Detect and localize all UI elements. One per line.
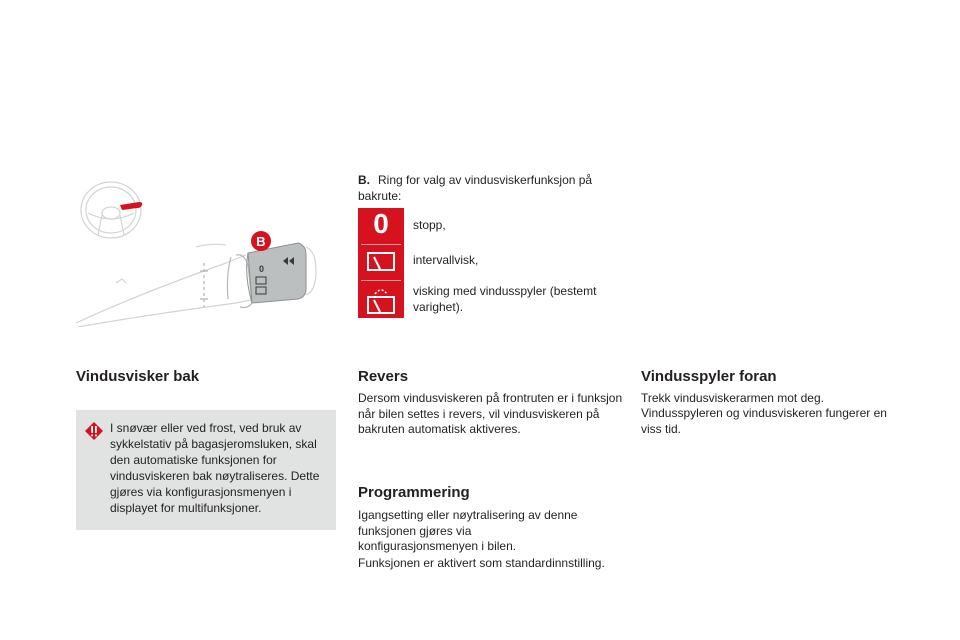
rear-wiper-heading: Vindusvisker bak [76,368,200,385]
front-washer-heading: Vindusspyler foran [641,368,777,385]
stop-zero-icon: 0 [373,208,389,239]
callout-b-caption [358,172,618,204]
callout-letter: B. [358,173,370,187]
wiper-ring-b [247,243,306,303]
wash-wipe-icon [358,282,404,318]
front-washer-duration-text: Vindusspyleren og vindusviskeren fungerer en viss tid. [641,406,887,436]
mode-intermittent-text: intervallvisk, [413,253,479,267]
reverse-heading: Revers [358,368,409,385]
programming-text: Igangsetting eller nøytralisering av denne funksjonen gjøres via konfigurasjonsmenyen i bilen. [358,508,578,553]
mode-stop-text: stopp, [413,218,446,232]
callout-b-badge [251,231,271,251]
warning-text: I snøvær eller ved frost, ved bruk av sykkelstativ på bagasjeromsluken, skal den automatiske funksjonen for vindusviskeren bak nøytraliseres. Dette gjøres via konfigurasjonsmenyen i displayet for multifunksjoner. [110,421,320,515]
steering-wheel-icon [81,182,141,238]
warning-icon [84,421,104,441]
intermittent-wipe-icon [358,244,404,278]
front-washer-text: Trekk vindusviskerarmen mot deg. [641,391,824,405]
highlighted-stalk-icon [120,202,142,210]
warning-box [76,410,336,530]
callout-text: Ring for valg av vindusviskerfunksjon på bakrute: [358,173,593,203]
svg-text:0: 0 [259,264,265,274]
mode-wash-text: visking med vindusspyler (bestemt varighet). [413,284,597,314]
programming-heading: Programmering [358,484,470,501]
svg-text:B: B [256,234,266,249]
reverse-text: Dersom vindusviskeren på frontruten er i funksjon når bilen settes i revers, vil vindusviskeren på bakruten automatisk aktiveres. [358,391,623,436]
wiper-stalk-illustration [76,175,326,327]
programming-default-text: Funksjonen er aktivert som standardinnstilling. [358,556,605,570]
mode-icon-strip [358,208,404,318]
